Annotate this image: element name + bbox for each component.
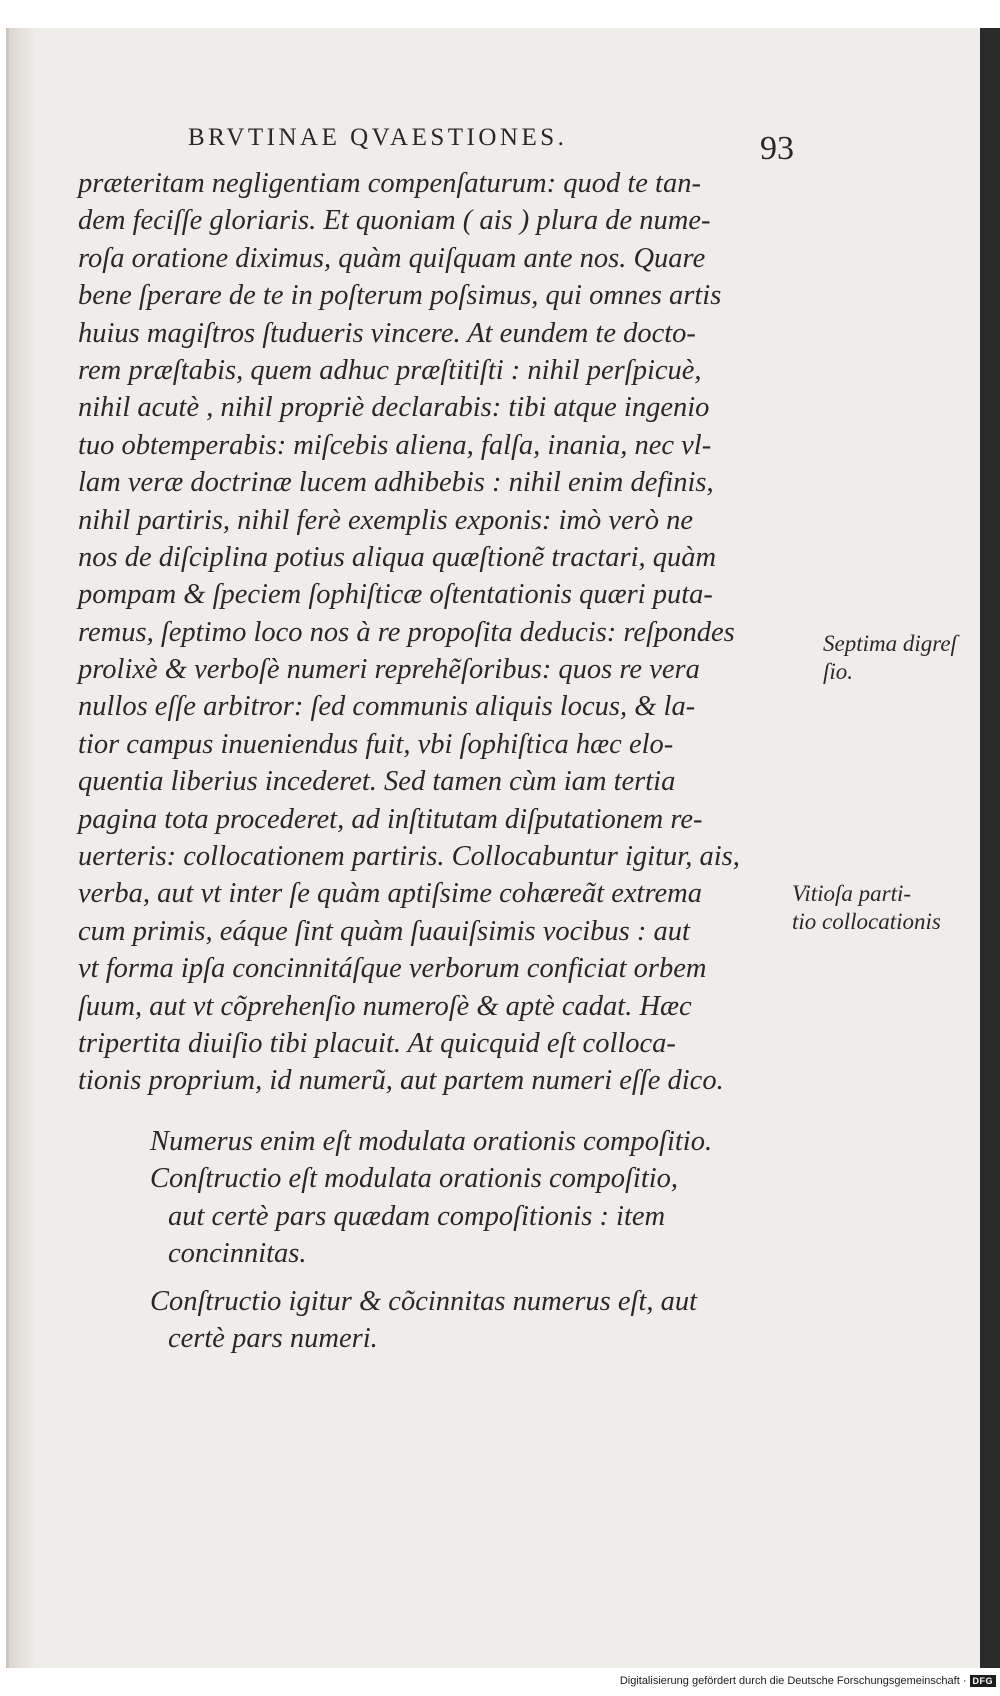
text-line: tionis proprium, id numerũ, aut partem numeri eſſe dico. bbox=[78, 1065, 724, 1097]
text-line: tuo obtemperabis: miſcebis aliena, falſa, inania, nec vl- bbox=[78, 429, 712, 461]
spacer bbox=[150, 1273, 800, 1283]
margin-note-line: Septima digreſ bbox=[823, 631, 957, 656]
margin-note-line: ſio. bbox=[823, 659, 854, 684]
text-line: pagina tota procederet, ad inſtitutam diſputationem re- bbox=[78, 803, 703, 835]
text-line: quentia liberius incederet. Sed tamen cùm iam tertia bbox=[78, 766, 676, 798]
dfg-logo-icon: DFG bbox=[970, 1675, 997, 1687]
text-line: ſuum, aut vt cõprehenſio numeroſè & aptè cadat. Hӕc bbox=[78, 990, 692, 1022]
syllogism-major: Numerus enim eſt modulata orationis compoſitio. bbox=[150, 1126, 713, 1157]
syllogism-minor: Conſtructio eſt modulata orationis compoſitio, bbox=[150, 1163, 679, 1195]
text-line: pompam & ſpeciem ſophiſticӕ oſtentationis quӕri puta- bbox=[78, 579, 713, 611]
digitization-credit bbox=[620, 1675, 996, 1687]
text-line: nihil acutè , nihil propriè declarabis: tibi atque ingenio bbox=[78, 392, 710, 424]
syllogism-minor: aut certè pars quӕdam compoſitionis : item bbox=[168, 1200, 666, 1232]
text-line: dem feciſſe gloriaris. Et quoniam ( ais ) plura de nume- bbox=[78, 205, 711, 237]
text-line: lam verӕ doctrinӕ lucem adhibebis : nihil enim definis, bbox=[78, 467, 714, 499]
syllogism-conclusion: certè pars numeri. bbox=[168, 1322, 378, 1354]
text-line: uerteris: collocationem partiris. Collocabuntur igitur, ais, bbox=[78, 841, 740, 873]
syllogism-block bbox=[150, 1123, 800, 1357]
margin-note-partition bbox=[792, 880, 941, 936]
text-line: roſa oratione diximus, quàm quiſquam ante nos. Quare bbox=[78, 242, 706, 274]
margin-note-digression bbox=[823, 630, 957, 686]
credit-text: Digitalisierung gefördert durch die Deutsche Forschungsgemeinschaft · bbox=[619, 1675, 967, 1687]
text-line: vt forma ipſa concinnitáſque verborum conficiat orbem bbox=[78, 953, 707, 985]
syllogism-conclusion: Conſtructio igitur & cõcinnitas numerus eſt, aut bbox=[150, 1285, 698, 1317]
text-line: huius magiſtros ſtudueris vincere. At eundem te docto- bbox=[78, 317, 696, 349]
text-line: prolixè & verboſè numeri reprehẽſoribus: quos re vera bbox=[78, 654, 700, 686]
margin-note-line: Vitioſa parti- bbox=[792, 881, 912, 906]
text-line: bene ſperare de te in poſterum poſsimus, qui omnes artis bbox=[78, 280, 722, 312]
spine-shadow bbox=[6, 28, 36, 1668]
margin-note-line: tio collocationis bbox=[792, 909, 941, 934]
text-line: nullos eſſe arbitror: ſed communis aliquis locus, & la- bbox=[78, 691, 696, 723]
text-line: tripertita diuiſio tibi placuit. At quicquid eſt colloca- bbox=[78, 1027, 676, 1059]
text-line: prӕteritam negligentiam compenſaturum: quod te tan- bbox=[78, 168, 701, 199]
page-number: 93 bbox=[760, 130, 794, 167]
text-line: nos de diſciplina potius aliqua quӕſtionẽ tractari, quàm bbox=[78, 541, 717, 573]
text-line: rem prӕſtabis, quem adhuc prӕſtitiſti : nihil perſpicuè, bbox=[78, 354, 702, 386]
text-line: nihil partiris, nihil ferè exemplis exponis: imò verò ne bbox=[78, 504, 694, 536]
page-edge bbox=[980, 28, 1000, 1668]
syllogism-minor: concinnitas. bbox=[168, 1238, 307, 1270]
running-head: BRVTINAE QVAESTIONES. bbox=[188, 124, 568, 151]
text-line: verba, aut vt inter ſe quàm aptiſsime cohӕreãt extrema bbox=[78, 878, 702, 910]
main-text-block bbox=[78, 165, 778, 1100]
text-line: remus, ſeptimo loco nos à re propoſita deducis: reſpondes bbox=[78, 616, 735, 648]
text-line: cum primis, eáque ſint quàm ſuauiſsimis vocibus : aut bbox=[78, 915, 690, 947]
text-line: tior campus inueniendus fuit, vbi ſophiſtica hӕc elo- bbox=[78, 728, 674, 760]
